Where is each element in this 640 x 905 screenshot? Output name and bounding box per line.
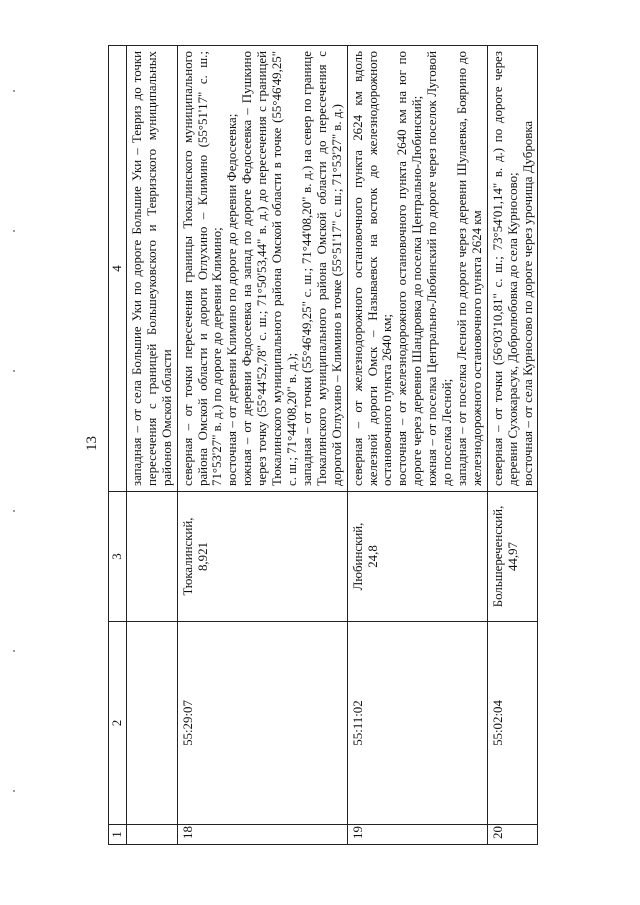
boundary-line: восточная – от железнодорожного остановочного пункта 2640 км на юг по дороге через деревню Шандровка до поселка Центрально-Любинский; [395, 51, 425, 486]
empty-cell [126, 825, 177, 845]
cadastral-code: 55:29:07 [177, 622, 347, 825]
boundary-line: западная – от точки (55°46'49,25" с. ш.; 71°44'08,20" в. д.) на север по границе Тюкалинского муниципального района Омской области до пересечения с дорогой Оглухино – Климино в точке (55°51'17" с. ш.; 71°53'27" в. д.) [299, 51, 344, 486]
header-row [109, 46, 127, 845]
empty-cell [126, 622, 177, 825]
boundary-line: северная – от точки пересечения границы Тюкалинского муниципального района Омской области и дороги Оглухино – Климино (55°51'17" с. ш.; 71°53'27" в. д.) по дороге до деревни Климино; [180, 51, 225, 486]
table-row [126, 46, 177, 845]
boundary-line: северная – от железнодорожного остановочного пункта 2624 км вдоль железной дороги Омск – Называевск на восток до железнодорожного остановочного пункта 2640 км; [350, 51, 395, 486]
boundary-line: восточная – от деревни Климино по дороге до деревни Федосеевка; [225, 113, 240, 486]
punch-mark [13, 650, 15, 652]
boundary-description [177, 46, 347, 492]
district-name: Тюкалинский, [180, 517, 195, 596]
district-area: 24,8 [365, 545, 380, 568]
row-number: 18 [177, 825, 347, 845]
boundary-line: южная – от деревни Федосеевка на запад по дороге Федосеевка – Пушкино через точку (55°44'52,78" с. ш.; 71°50'53,44" в. д.) до пересечения с границей Тюкалинского муниципального района Омской области в точке (55°46'49,25" с. ш.; 71°44'08,20" в. д.); [240, 51, 299, 486]
boundary-line: северная – от точки (56°03'10,81" с. ш.; 73°54'01,14" в. д.) по дороге через деревни Сухокарасук, Добролюбовка до села Курносово; [490, 51, 520, 486]
column-header: 4 [109, 46, 127, 492]
table-row [487, 46, 538, 845]
district-cell [347, 492, 487, 622]
punch-mark [13, 370, 15, 372]
row-number: 20 [487, 825, 538, 845]
district-cell [177, 492, 347, 622]
column-header: 3 [109, 492, 127, 622]
empty-cell [126, 492, 177, 622]
cadastral-code: 55:11:02 [347, 622, 487, 825]
district-name: Любинский, [350, 522, 365, 591]
row-number: 19 [347, 825, 487, 845]
column-header: 2 [109, 622, 127, 825]
district-area: 8,921 [195, 542, 210, 572]
punch-mark [13, 790, 15, 792]
punch-mark [13, 510, 15, 512]
cadastral-code: 55:02:04 [487, 622, 538, 825]
boundary-description [347, 46, 487, 492]
page-number: 13 [84, 436, 100, 451]
table-row [347, 46, 487, 845]
punch-mark [13, 90, 15, 92]
column-header: 1 [109, 825, 127, 845]
boundary-line: южная – от поселка Центрально-Любинский по дороге через поселок Луговой до поселка Лесной; [425, 51, 455, 486]
boundary-description [126, 46, 177, 492]
table-row [177, 46, 347, 845]
punch-mark [13, 230, 15, 232]
boundaries-table [108, 45, 538, 845]
boundary-line: западная – от села Большие Уки по дороге Большие Уки – Тевриз до точки пересечения с границей Большеуковского и Тевризского муниципальных районов Омской области [129, 51, 174, 486]
boundary-line: западная – от поселка Лесной по дороге через деревни Шулаевка, Боярино до железнодорожного остановочного пункта 2624 км [454, 51, 484, 486]
district-area: 44,97 [505, 542, 520, 572]
boundary-description [487, 46, 538, 492]
district-cell [487, 492, 538, 622]
district-name: Большереченский, [490, 505, 505, 608]
rotated-content [82, 42, 554, 845]
boundary-line: восточная – от села Курносово по дороге через урочища Дубровка [520, 120, 535, 486]
